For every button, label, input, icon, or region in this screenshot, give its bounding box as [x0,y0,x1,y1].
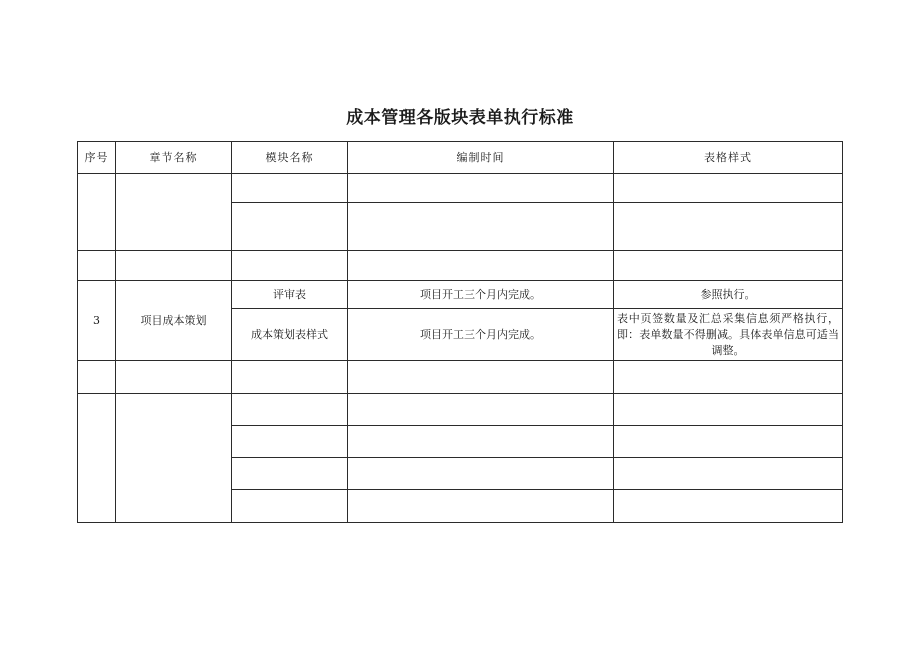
format-cell [614,490,843,523]
format-cell [614,426,843,458]
module-cell [232,426,348,458]
document-title: 成本管理各版块表单执行标准 [346,108,574,128]
table-row [78,361,843,394]
format-cell [614,251,843,281]
schedule-cell [348,490,614,523]
format-cell [614,394,843,426]
schedule-cell [348,458,614,490]
header-row [78,142,843,174]
module-cell [232,174,348,203]
format-cell [614,203,843,251]
header-module: 模块名称 [232,142,348,174]
format-cell: 表中页签数量及汇总采集信息须严格执行，即：表单数量不得删减。具体表单信息可适当调整。 [614,309,843,361]
table-row [78,281,843,309]
seq-cell [78,251,116,281]
seq-cell [78,361,116,394]
chapter-cell [116,174,232,251]
module-cell: 成本策划表样式 [232,309,348,361]
format-cell: 参照执行。 [614,281,843,309]
module-cell [232,251,348,281]
standards-table [77,141,843,523]
module-cell [232,458,348,490]
table-row [78,251,843,281]
schedule-cell [348,251,614,281]
schedule-cell [348,174,614,203]
seq-cell: 3 [78,281,116,361]
chapter-cell [116,394,232,523]
schedule-cell [348,203,614,251]
schedule-cell [348,426,614,458]
schedule-cell [348,394,614,426]
header-schedule: 编制时间 [348,142,614,174]
table-row [78,394,843,426]
schedule-cell: 项目开工三个月内完成。 [348,309,614,361]
module-cell: 评审表 [232,281,348,309]
header-format: 表格样式 [614,142,843,174]
module-cell [232,361,348,394]
schedule-cell: 项目开工三个月内完成。 [348,281,614,309]
chapter-cell [116,251,232,281]
module-cell [232,394,348,426]
module-cell [232,490,348,523]
format-cell [614,361,843,394]
seq-cell [78,174,116,251]
module-cell [232,203,348,251]
format-cell [614,174,843,203]
schedule-cell [348,361,614,394]
table-row [78,174,843,203]
header-seq: 序号 [78,142,116,174]
chapter-cell [116,361,232,394]
seq-cell [78,394,116,523]
header-chapter: 章节名称 [116,142,232,174]
format-cell [614,458,843,490]
chapter-cell: 项目成本策划 [116,281,232,361]
